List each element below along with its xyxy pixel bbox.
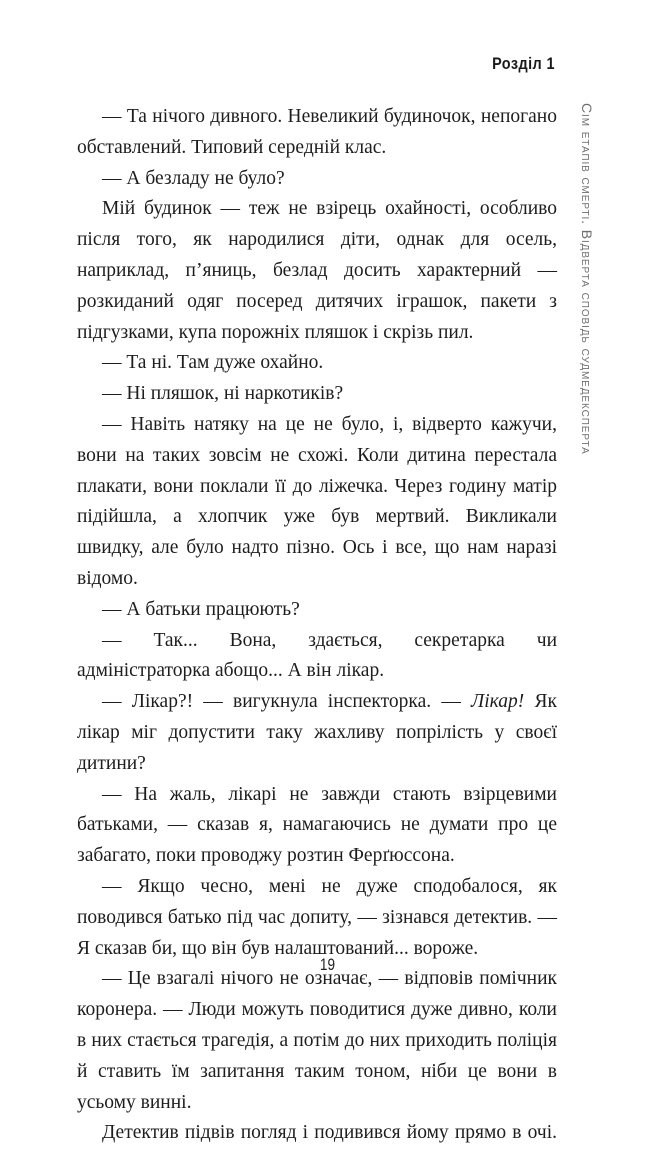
side-book-title-text: Сім етапів смерті. Відверта сповідь судмедексперта [579,103,595,455]
side-book-title [576,103,598,489]
paragraph: — Так... Вона, здається, секретарка чи адміністраторка абощо... А він лікар. [77,629,557,682]
paragraph: — Ні пляшок, ні наркотиків? [102,383,344,405]
paragraph: — Це взагалі нічого не означає, — відповів помічник коронера. — Люди можуть поводитися дуже дивно, коли в них стається трагедія, а потім до них приходить поліція й ставить їм запитання таким тоном, ніби це вони в усьому винні. [77,968,557,1113]
body-text [77,102,557,1149]
paragraph: — А батьки працюють? [102,598,300,620]
running-head: Розділ 1 [492,54,555,73]
paragraph: — Навіть натяку на це не було, і, відверто кажучи, вони на таких зовсім не схожі. Коли дитина перестала плакати, вони поклали її до ліжечка. Через годину матір підійшла, а хлопчик уже був мертвий. Викликали швидку, але було надто пізно. Ось і все, що нам наразі відомо. [77,413,557,589]
paragraph: Мій будинок — теж не взірець охайності, особливо після того, як народилися діти, однак для осель, наприклад, п’яниць, безлад досить характерний — розкиданий одяг посеред дитячих іграшок, пакети з підгузками, купа порожніх пляшок і скрізь пил. [77,198,557,343]
paragraph: — Якщо чесно, мені не дуже сподобалося, як поводився батько під час допиту, — зізнався детектив. — Я сказав би, що він був налаштований... вороже. [77,875,557,959]
exclaim-after: Як лікар міг допустити таку жахливу попрілість у своєї дитини? [77,691,557,774]
paragraph: Детектив підвів погляд і подивився йому прямо в очі. [102,1122,557,1144]
page-number: 19 [319,955,336,974]
paragraph: — На жаль, лікарі не завжди стають взірцевими батьками, — сказав я, намагаючись не думати про це забагато, поки проводжу розтин Ферґюссона. [77,783,557,867]
paragraph: — Та нічого дивного. Невеликий будиночок, непогано обставлений. Типовий середній клас. [77,106,557,158]
exclaim-italic: Лікар! [471,691,525,713]
paragraph: — А безладу не було? [102,167,285,189]
paragraph: — Та ні. Там дуже охайно. [102,352,324,374]
exclaim-before: — Лікар?! — вигукнула інспекторка. — [102,691,472,713]
paragraph-exclaim [77,687,557,779]
